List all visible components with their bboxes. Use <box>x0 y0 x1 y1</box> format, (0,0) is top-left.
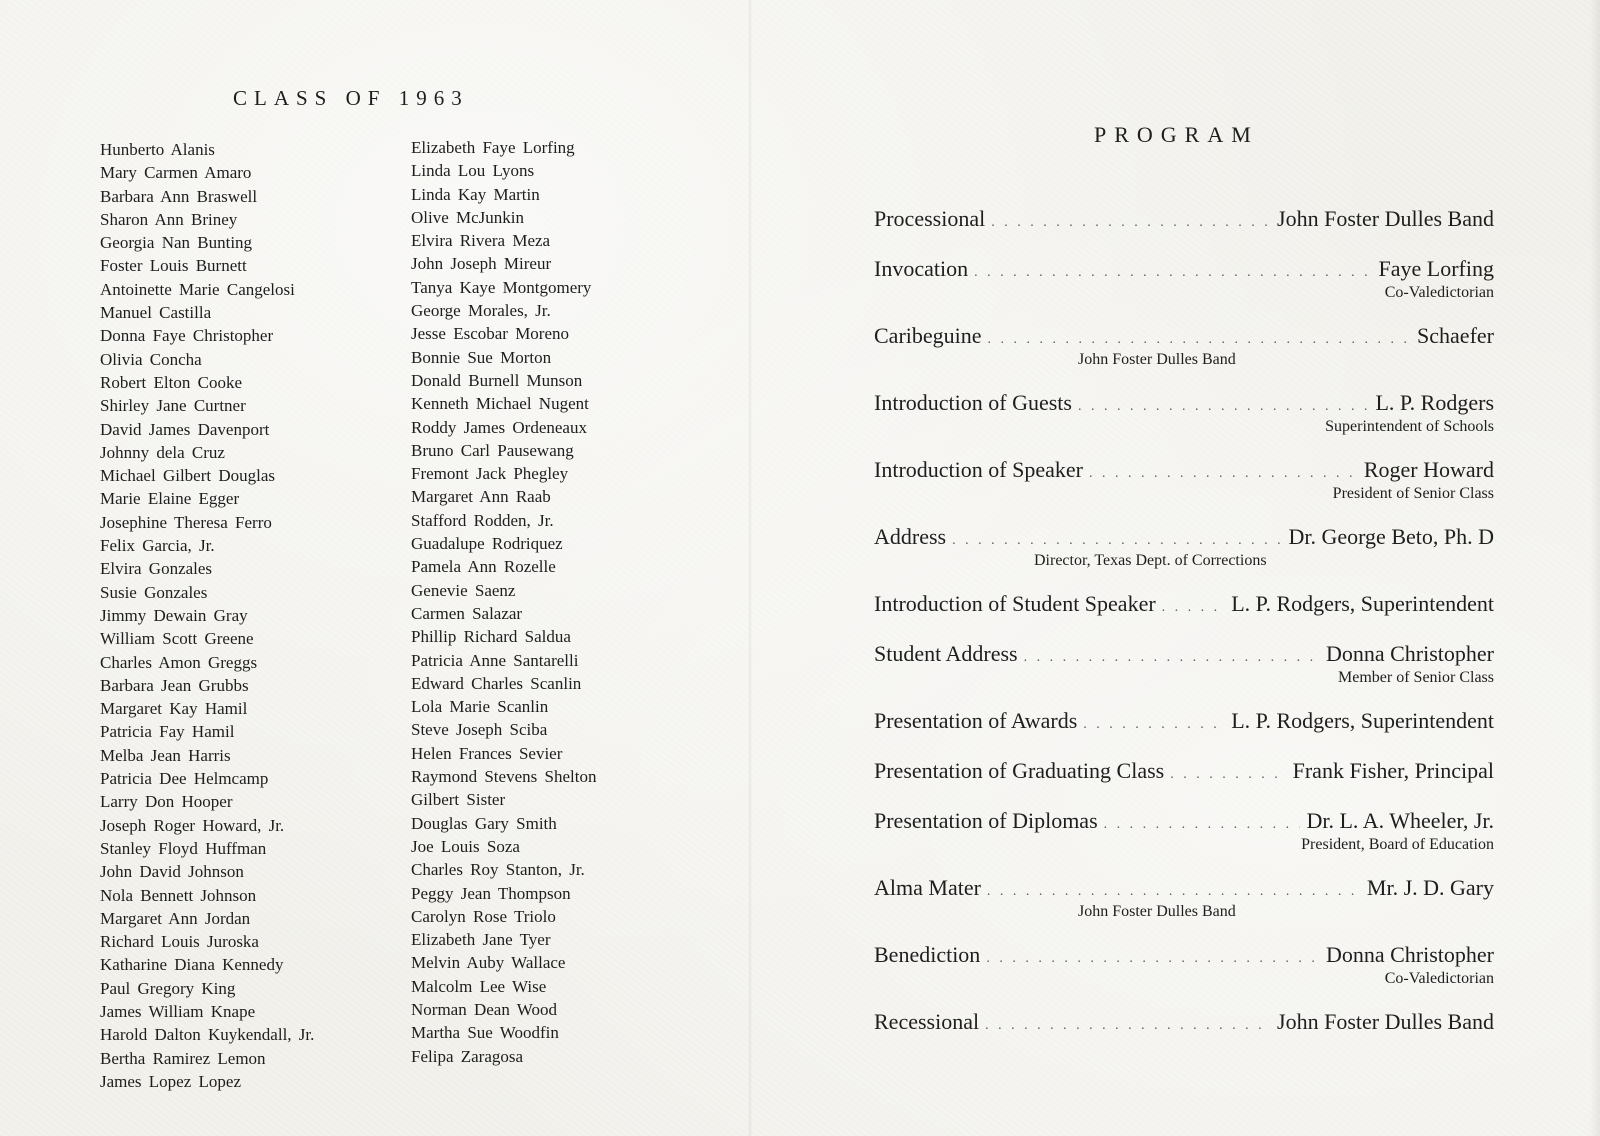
program-row <box>874 523 1494 551</box>
program-item <box>874 322 1494 370</box>
program-row <box>874 807 1494 835</box>
graduate-name: Norman Dean Wood <box>411 999 557 1019</box>
program-item-subtitle: John Foster Dulles Band <box>1078 903 1236 920</box>
program-row <box>874 941 1494 969</box>
graduates-column-1 <box>100 138 314 1093</box>
graduate-name: Kenneth Michael Nugent <box>411 394 589 414</box>
program-item-performer: Frank Fisher, Principal <box>1292 758 1494 783</box>
graduate-name: Elizabeth Faye Lorfing <box>411 138 575 157</box>
graduate-name: Elvira Gonzales <box>100 559 213 579</box>
graduate-name: James William Knape <box>100 1001 256 1021</box>
program-item-performer: Donna Christopher <box>1325 641 1494 666</box>
page-edge <box>1590 0 1600 1136</box>
program-row <box>874 707 1494 735</box>
program-item-performer: John Foster Dulles Band <box>1277 206 1494 231</box>
graduate-name: Peggy Jean Thompson <box>411 883 571 903</box>
graduate-name: Bruno Carl Pausewang <box>411 440 574 460</box>
program-row <box>874 640 1494 668</box>
graduate-name: George Morales, Jr. <box>411 301 551 321</box>
graduate-name: Antoinette Marie Cangelosi <box>100 279 295 299</box>
program-item-performer: L. P. Rodgers, Superintendent <box>1231 708 1494 733</box>
program-item-performer: L. P. Rodgers, Superintendent <box>1231 591 1494 616</box>
program-item <box>874 807 1494 855</box>
graduate-name: Steve Joseph Sciba <box>411 720 548 740</box>
graduate-name: Barbara Jean Grubbs <box>100 675 249 695</box>
graduate-name: William Scott Greene <box>100 629 254 649</box>
graduate-name: Olivia Concha <box>100 349 202 369</box>
program-item-title: Recessional <box>874 1009 980 1034</box>
program-item-performer: Roger Howard <box>1363 457 1494 482</box>
program-item-subtitle: Member of Senior Class <box>1338 669 1494 686</box>
graduate-name: Margaret Kay Hamil <box>100 699 248 719</box>
program-row <box>874 255 1494 283</box>
program-item-subtitle: John Foster Dulles Band <box>1078 351 1236 368</box>
program-item-performer: Mr. J. D. Gary <box>1366 875 1494 900</box>
graduate-name: Harold Dalton Kuykendall, Jr. <box>100 1025 315 1045</box>
program-row <box>874 757 1494 785</box>
graduate-name: Elvira Rivera Meza <box>411 231 551 251</box>
program-row <box>874 322 1494 350</box>
program-row <box>874 205 1494 233</box>
graduate-name: Gilbert Sister <box>411 790 506 810</box>
program-item <box>874 941 1494 989</box>
graduate-name: Robert Elton Cooke <box>100 372 242 392</box>
program-item-performer: Donna Christopher <box>1325 942 1494 967</box>
graduate-name: Linda Kay Martin <box>411 184 540 204</box>
graduate-name: Melvin Auby Wallace <box>411 953 566 973</box>
graduate-name: Guadalupe Rodriquez <box>411 534 563 554</box>
program-item-performer: Schaefer <box>1417 323 1494 348</box>
graduate-name: Carolyn Rose Triolo <box>411 906 556 926</box>
graduate-name: James Lopez Lopez <box>100 1071 241 1091</box>
program-item-subtitle: President of Senior Class <box>1332 485 1494 502</box>
graduate-name: Mary Carmen Amaro <box>100 163 252 183</box>
graduate-name: Helen Frances Sevier <box>411 743 563 763</box>
graduate-name: Bertha Ramirez Lemon <box>100 1048 266 1068</box>
graduate-name: Raymond Stevens Shelton <box>411 767 597 787</box>
graduate-name: Jesse Escobar Moreno <box>411 324 570 344</box>
dot-leader <box>1024 644 1320 672</box>
program-item-subtitle: Superintendent of Schools <box>1325 418 1494 435</box>
page-fold <box>748 0 752 1136</box>
program-item-title: Benediction <box>874 942 981 967</box>
program-item <box>874 523 1494 571</box>
program-item-title: Caribeguine <box>874 323 982 348</box>
program-row <box>874 389 1494 417</box>
program-item <box>874 874 1494 922</box>
program-item-title: Introduction of Guests <box>874 390 1072 415</box>
graduate-name: Edward Charles Scanlin <box>411 673 582 693</box>
graduate-name: Martha Sue Woodfin <box>411 1023 559 1043</box>
program-item-title: Introduction of Speaker <box>874 457 1083 482</box>
program-list <box>874 205 1494 1058</box>
graduate-name: Bonnie Sue Morton <box>411 347 552 367</box>
program-item-performer: John Foster Dulles Band <box>1277 1009 1494 1034</box>
graduate-name: Lola Marie Scanlin <box>411 697 549 717</box>
graduate-name: Sharon Ann Briney <box>100 209 238 229</box>
dot-leader <box>1170 761 1286 789</box>
program-item <box>874 205 1494 233</box>
graduate-name: Foster Louis Burnett <box>100 256 247 276</box>
graduate-name: Stafford Rodden, Jr. <box>411 510 554 530</box>
graduate-name: Olive McJunkin <box>411 207 525 227</box>
graduate-name: Felipa Zaragosa <box>411 1046 524 1066</box>
graduate-name: Charles Roy Stanton, Jr. <box>411 860 585 880</box>
graduates-column-2 <box>411 136 596 1068</box>
graduate-name: Donna Faye Christopher <box>100 326 274 346</box>
graduate-name: Roddy James Ordeneaux <box>411 417 587 437</box>
graduate-name: Marie Elaine Egger <box>100 489 240 509</box>
graduate-name: Paul Gregory King <box>100 978 236 998</box>
program-item <box>874 590 1494 618</box>
graduate-name: Elizabeth Jane Tyer <box>411 930 551 950</box>
program-item-title: Student Address <box>874 641 1018 666</box>
program-item <box>874 389 1494 437</box>
graduate-name: Felix Garcia, Jr. <box>100 536 215 556</box>
graduate-name: Hunberto Alanis <box>100 140 215 159</box>
graduate-name: John David Johnson <box>100 862 244 882</box>
graduate-name: Tanya Kaye Montgomery <box>411 277 592 297</box>
dot-leader <box>974 259 1372 287</box>
graduate-name: Nola Bennett Johnson <box>100 885 257 905</box>
graduate-name: Donald Burnell Munson <box>411 370 583 390</box>
program-item-subtitle: Co-Valedictorian <box>1384 970 1494 987</box>
dot-leader <box>1104 811 1301 839</box>
program-item-title: Presentation of Diplomas <box>874 808 1098 833</box>
graduate-name: Richard Louis Juroska <box>100 932 259 952</box>
program-item-performer: Dr. George Beto, Ph. D <box>1288 524 1494 549</box>
program-item <box>874 640 1494 688</box>
dot-leader <box>1162 594 1226 622</box>
graduate-name: Joe Louis Soza <box>411 836 520 856</box>
graduate-name: Melba Jean Harris <box>100 745 231 765</box>
graduate-name: Charles Amon Greggs <box>100 652 258 672</box>
graduate-name: Jimmy Dewain Gray <box>100 605 248 625</box>
program-item <box>874 255 1494 303</box>
program-item <box>874 456 1494 504</box>
graduate-name: Josephine Theresa Ferro <box>100 512 272 532</box>
class-title: CLASS OF 1963 <box>233 86 469 110</box>
program-item-title: Presentation of Awards <box>874 708 1078 733</box>
dot-leader <box>991 209 1271 237</box>
graduate-name: Stanley Floyd Huffman <box>100 838 267 858</box>
program-row <box>874 456 1494 484</box>
graduate-name: Larry Don Hooper <box>100 792 233 812</box>
graduate-name: Pamela Ann Rozelle <box>411 557 556 577</box>
program-row <box>874 1008 1494 1036</box>
graduate-name: Michael Gilbert Douglas <box>100 466 276 486</box>
graduate-name: Susie Gonzales <box>100 582 208 602</box>
graduate-name: Douglas Gary Smith <box>411 813 557 833</box>
program-item-title: Invocation <box>874 256 969 281</box>
program-item-subtitle: Director, Texas Dept. of Corrections <box>1034 552 1267 569</box>
graduate-name: Patricia Fay Hamil <box>100 722 235 742</box>
graduate-name: Malcolm Lee Wise <box>411 976 547 996</box>
graduate-name: Patricia Dee Helmcamp <box>100 769 269 789</box>
program-item-title: Introduction of Student Speaker <box>874 591 1156 616</box>
dot-leader <box>1083 711 1225 739</box>
graduate-name: Shirley Jane Curtner <box>100 396 246 416</box>
program-item-performer: L. P. Rodgers <box>1375 390 1494 415</box>
graduate-name: Linda Lou Lyons <box>411 161 535 181</box>
program-item-title: Processional <box>874 206 986 231</box>
program-item-title: Address <box>874 524 947 549</box>
graduate-name: John Joseph Mireur <box>411 254 552 274</box>
graduate-name: Carmen Salazar <box>411 603 523 623</box>
program-row <box>874 874 1494 902</box>
graduate-name: Georgia Nan Bunting <box>100 233 253 253</box>
graduate-name: Margaret Ann Raab <box>411 487 551 507</box>
graduate-name: Genevie Saenz <box>411 580 516 600</box>
program-item-subtitle: Co-Valedictorian <box>1384 284 1494 301</box>
program-item-title: Presentation of Graduating Class <box>874 758 1165 783</box>
graduate-name: Katharine Diana Kennedy <box>100 955 284 975</box>
graduate-name: Fremont Jack Phegley <box>411 464 569 484</box>
graduate-name: Manuel Castilla <box>100 303 212 323</box>
graduate-name: Johnny dela Cruz <box>100 442 225 462</box>
dot-leader <box>985 1012 1271 1040</box>
dot-leader <box>986 945 1320 973</box>
graduate-name: Phillip Richard Saldua <box>411 627 571 647</box>
program-item <box>874 1008 1494 1036</box>
graduate-name: David James Davenport <box>100 419 270 439</box>
graduate-name: Margaret Ann Jordan <box>100 908 251 928</box>
program-item <box>874 757 1494 785</box>
program-title: PROGRAM <box>1094 122 1259 147</box>
graduate-name: Patricia Anne Santarelli <box>411 650 579 670</box>
dot-leader <box>1089 460 1358 488</box>
program-item-performer: Dr. L. A. Wheeler, Jr. <box>1306 808 1494 833</box>
program-row <box>874 590 1494 618</box>
graduate-name: Joseph Roger Howard, Jr. <box>100 815 285 835</box>
program-item-title: Alma Mater <box>874 875 981 900</box>
graduate-name: Barbara Ann Braswell <box>100 186 258 206</box>
program-item-performer: Faye Lorfing <box>1378 256 1494 281</box>
program-item-subtitle: President, Board of Education <box>1301 836 1494 853</box>
program-item <box>874 707 1494 735</box>
